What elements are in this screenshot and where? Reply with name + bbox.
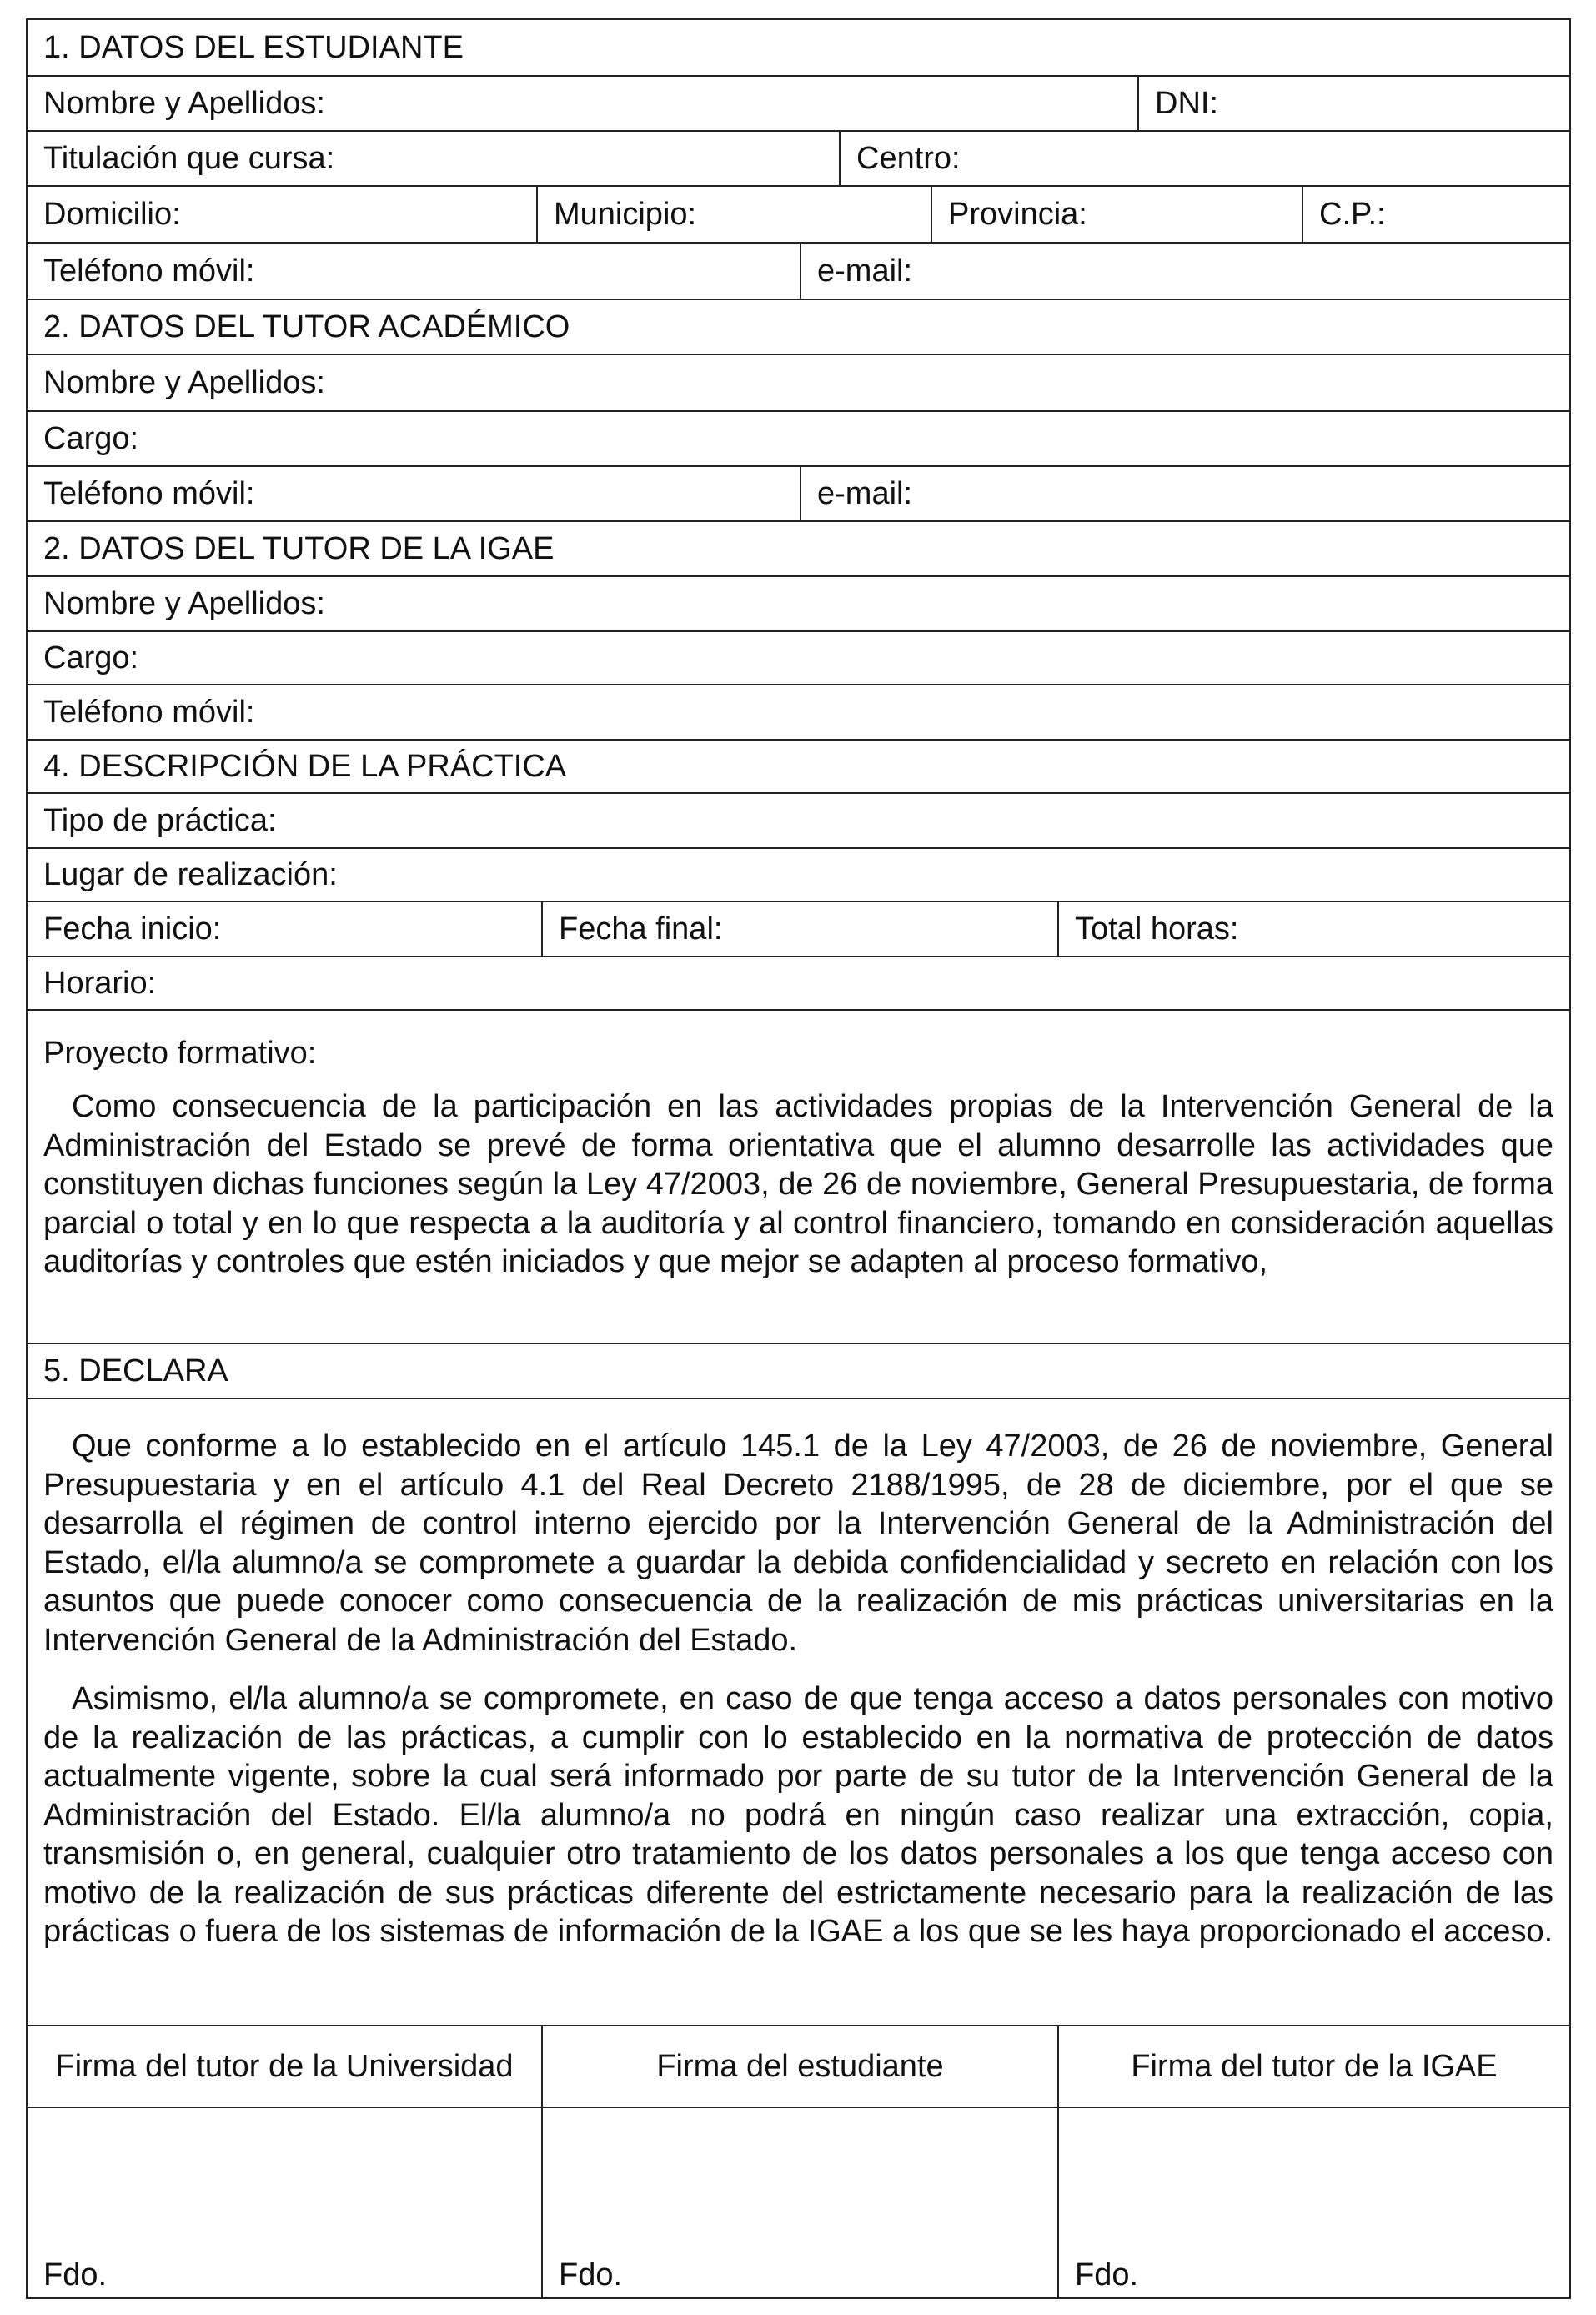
student-degree-field[interactable]: Titulación que cursa: (43, 141, 335, 176)
academic-tutor-section-header (28, 300, 1569, 355)
practice-agreement-form (26, 18, 1571, 2299)
practice-schedule-row (28, 957, 1569, 1011)
university-tutor-fdo-label: Fdo. (43, 2257, 108, 2292)
igae-tutor-signature-box[interactable] (1057, 2108, 1569, 2297)
practice-section-title: 4. DESCRIPCIÓN DE LA PRÁCTICA (43, 749, 567, 784)
training-project-text: Como consecuencia de la participación en las actividades propias de la Intervención General de la Administración del Estado se prevé de forma orientativa que el alumno desarrolle las actividades que constituyen dichas funciones según la Ley 47/2003, de 26 de noviembre, General Presupuestaria, de forma parcial o total y en lo que respecta a la auditoría y al control financiero, tomando en consideración aquellas auditorías y controles que estén iniciados y que mejor se adapten al proceso formativo, (43, 1089, 1553, 1279)
practice-location-row (28, 849, 1569, 902)
student-province-field[interactable]: Provincia: (931, 187, 1302, 242)
student-fdo-label: Fdo. (559, 2257, 623, 2292)
academic-tutor-contact-row (28, 467, 1569, 522)
student-email-field[interactable]: e-mail: (800, 244, 1569, 299)
practice-section-header (28, 741, 1569, 794)
academic-tutor-email-field[interactable]: e-mail: (800, 467, 1569, 520)
academic-tutor-position-row (28, 412, 1569, 467)
student-address-row (28, 187, 1569, 244)
igae-tutor-signature-heading: Firma del tutor de la IGAE (1057, 2026, 1569, 2107)
igae-tutor-name-field[interactable]: Nombre y Apellidos: (43, 586, 325, 621)
practice-type-field[interactable]: Tipo de práctica: (43, 803, 277, 838)
igae-tutor-phone-field[interactable]: Teléfono móvil: (43, 695, 255, 730)
total-hours-field[interactable]: Total horas: (1057, 902, 1569, 956)
signature-headers-row (28, 2026, 1569, 2108)
practice-type-row (28, 794, 1569, 849)
declaration-body (28, 1399, 1569, 2026)
training-project-block (28, 1011, 1569, 1344)
student-centre-field[interactable]: Centro: (839, 132, 1569, 185)
university-tutor-signature-heading: Firma del tutor de la Universidad (55, 2049, 514, 2084)
academic-tutor-position-field[interactable]: Cargo: (43, 421, 139, 456)
student-address-field[interactable]: Domicilio: (43, 197, 181, 232)
academic-tutor-name-field[interactable]: Nombre y Apellidos: (43, 365, 325, 400)
academic-tutor-phone-field[interactable]: Teléfono móvil: (43, 476, 255, 511)
practice-schedule-field[interactable]: Horario: (43, 966, 157, 1001)
student-phone-field[interactable]: Teléfono móvil: (43, 254, 255, 289)
igae-tutor-position-row (28, 632, 1569, 685)
declaration-paragraph-1: Que conforme a lo establecido en el artículo 145.1 de la Ley 47/2003, de 26 de noviembre, General Presupuestaria y en el artículo 4.1 del Real Decreto 2188/1995, de 28 de diciembre, por el que se desarrolla el régimen de control interno ejercido por la Intervención General de la Administración del Estado, el/la alumno/a se compromete a guardar la debida confidencialidad y secreto en relación con los asuntos que puede conocer como consecuencia de la realización de mis prácticas universitarias en la Intervención General de la Administración del Estado. (43, 1429, 1553, 1658)
igae-tutor-fdo-label: Fdo. (1075, 2257, 1139, 2292)
student-contact-row (28, 244, 1569, 300)
igae-tutor-section-header (28, 522, 1569, 577)
student-section-header (28, 20, 1569, 77)
student-municipality-field[interactable]: Municipio: (536, 187, 931, 242)
student-name-field[interactable]: Nombre y Apellidos: (43, 86, 325, 121)
end-date-field[interactable]: Fecha final: (541, 902, 1057, 956)
training-project-label: Proyecto formativo: (43, 1036, 317, 1071)
declaration-section-title: 5. DECLARA (43, 1353, 228, 1388)
declaration-paragraph-2: Asimismo, el/la alumno/a se compromete, en caso de que tenga acceso a datos personales con motivo de la realización de las prácticas, a cumplir con lo establecido en la normativa de protección de datos actualmente vigente, sobre la cual será informado por parte de su tutor de la Intervención General de la Administración del Estado. El/la alumno/a no podrá en ningún caso realizar una extracción, copia, transmisión o, en general, cualquier otro tratamiento de los datos personales a los que tenga acceso con motivo de la realización de sus prácticas diferente del estrictamente necesario para la realización de las prácticas o fuera de los sistemas de información de la IGAE a los que se les haya proporcionado el acceso. (43, 1681, 1553, 1949)
practice-location-field[interactable]: Lugar de realización: (43, 857, 338, 892)
igae-tutor-phone-row (28, 685, 1569, 741)
igae-tutor-position-field[interactable]: Cargo: (43, 640, 139, 675)
student-degree-row (28, 132, 1569, 187)
academic-tutor-name-row (28, 355, 1569, 412)
igae-tutor-section-title: 2. DATOS DEL TUTOR DE LA IGAE (43, 531, 555, 566)
student-section-title: 1. DATOS DEL ESTUDIANTE (43, 30, 464, 65)
university-tutor-signature-box[interactable] (28, 2108, 541, 2297)
student-dni-field[interactable]: DNI: (1137, 77, 1569, 130)
signature-boxes-row (28, 2108, 1569, 2297)
practice-dates-row (28, 902, 1569, 957)
declaration-section-header (28, 1344, 1569, 1399)
academic-tutor-section-title: 2. DATOS DEL TUTOR ACADÉMICO (43, 309, 570, 344)
student-signature-heading: Firma del estudiante (541, 2026, 1057, 2107)
igae-tutor-name-row (28, 577, 1569, 632)
start-date-field[interactable]: Fecha inicio: (43, 911, 222, 947)
student-signature-box[interactable] (541, 2108, 1057, 2297)
student-postcode-field[interactable]: C.P.: (1302, 187, 1569, 242)
student-name-row (28, 77, 1569, 132)
